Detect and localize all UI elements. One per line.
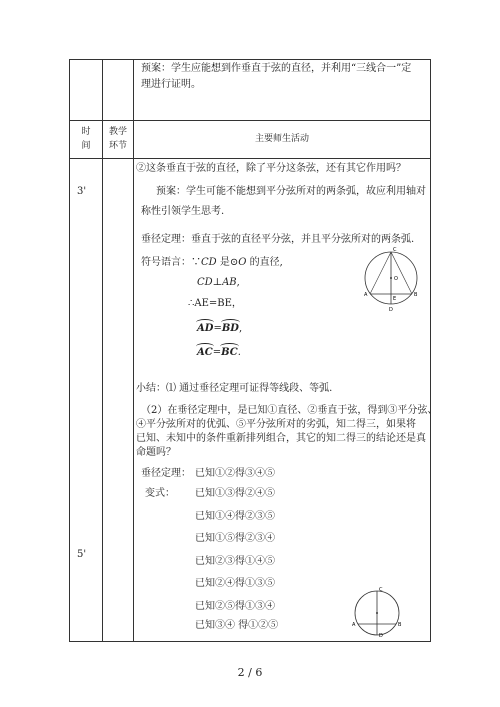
perpendicular-statement xyxy=(197,276,240,290)
plan-line1: 预案：学生可能不能想到平分弦所对的两条弧，故应利用轴对 xyxy=(156,186,426,197)
variant-5: 已知②④得①③⑤ xyxy=(195,578,275,589)
label-d-1: D xyxy=(389,307,393,313)
table-border-right xyxy=(430,59,431,641)
circle-figure-1 xyxy=(358,246,424,316)
symbol-suffix: 的直径, xyxy=(246,257,283,268)
symbol-language xyxy=(141,256,283,270)
label-b-2: B xyxy=(398,622,402,628)
row-divider-header-bottom xyxy=(69,158,430,159)
arc-end-2: . xyxy=(237,347,241,358)
row-divider-header-top xyxy=(69,120,430,121)
arc-eq-2: = xyxy=(212,347,222,358)
arc-ac: AC xyxy=(197,347,213,358)
symbol-o: O xyxy=(238,257,247,268)
summary-1: 小结：⑴ 通过垂径定理可证得等线段、等弧. xyxy=(136,383,333,394)
variant-4: 已知②③得①④⑤ xyxy=(195,556,275,567)
arc-equation-2 xyxy=(197,346,241,360)
summary-2-line2: ④平分弦所对的优弧、⑤平分弦所对的劣弧，知二得三，如果将 xyxy=(136,419,416,430)
symbol-cd: CD xyxy=(201,257,217,268)
plan-line2: 称性引领学生思考. xyxy=(141,206,225,217)
label-c-2: C xyxy=(379,587,383,593)
arc-equation-1 xyxy=(197,322,242,336)
summary-2-line1: （2）在垂径定理中，是已知①直径、②垂直于弦，得到③平分弦、 xyxy=(141,405,438,416)
label-b-1: B xyxy=(414,292,418,298)
variant-label: 变式： xyxy=(145,488,175,499)
center-point-1 xyxy=(390,277,392,279)
question-2: ②这条垂直于弦的直径，除了平分这条弦，还有其它作用吗？ xyxy=(136,163,406,174)
theorem-item: 已知①②得③④⑤ xyxy=(195,468,275,479)
header-time-line1: 时 xyxy=(81,127,91,137)
variant-1: 已知①③得②④⑤ xyxy=(195,488,275,499)
line-bc-1 xyxy=(391,252,412,294)
center-point-2 xyxy=(376,612,378,614)
theorem-label: 垂径定理： xyxy=(141,468,191,479)
variant-2: 已知①④得②③⑤ xyxy=(195,511,275,522)
arc-bd: BD xyxy=(221,323,239,334)
top-plan-line2: 理进行证明。 xyxy=(141,79,201,90)
page-number: 2 / 6 xyxy=(237,666,263,679)
perp-cd: CD xyxy=(197,277,213,288)
top-plan-line1: 预案：学生应能想到作垂直于弦的直径，并利用“三线合一”定 xyxy=(141,63,412,74)
label-c-1: C xyxy=(393,247,397,253)
table-border-bottom xyxy=(69,641,431,642)
perp-symbol: ⊥ xyxy=(212,277,223,288)
time-mark-1: 3' xyxy=(77,186,87,197)
summary-2-line4: 命题吗？ xyxy=(136,447,176,458)
symbol-prefix: 符号语言：∵ xyxy=(141,257,201,268)
time-mark-2: 5' xyxy=(77,549,87,560)
arc-end-1: , xyxy=(238,323,243,334)
header-stage-line2: 环节 xyxy=(108,141,127,151)
label-a-2: A xyxy=(352,622,356,628)
perp-comma: , xyxy=(236,277,240,288)
column-divider-stage xyxy=(133,59,134,641)
variant-3: 已知①⑤得②③④ xyxy=(195,533,275,544)
line-ac-1 xyxy=(370,252,391,294)
circle-figure-2 xyxy=(348,586,406,638)
theorem-statement: 垂径定理：垂直于弦的直径平分弦，并且平分弦所对的两条弧. xyxy=(141,234,415,245)
arc-ad: AD xyxy=(197,323,214,334)
label-a-1: A xyxy=(364,292,368,298)
variant-7: 已知③④ 得①②⑤ xyxy=(195,620,279,631)
label-d-2: D xyxy=(379,633,383,638)
summary-2-line3: 已知、未知中的条件重新排列组合，其它的知二得三的结论还是真 xyxy=(136,433,426,444)
header-stage-line1: 教学 xyxy=(108,127,127,137)
arc-bc: BC xyxy=(221,347,238,358)
perp-ab: AB xyxy=(222,277,237,288)
symbol-mid: 是⊙ xyxy=(216,257,239,268)
table-border-top xyxy=(69,59,430,60)
label-o-1: O xyxy=(394,276,398,282)
therefore-statement: ∴AE=BE， xyxy=(188,298,242,309)
arc-eq-1: = xyxy=(213,323,222,334)
header-time-line2: 间 xyxy=(81,141,91,151)
label-e-1: E xyxy=(393,296,397,302)
variant-6: 已知②⑤得①③④ xyxy=(195,601,275,612)
header-activity: 主要师生活动 xyxy=(254,134,309,144)
